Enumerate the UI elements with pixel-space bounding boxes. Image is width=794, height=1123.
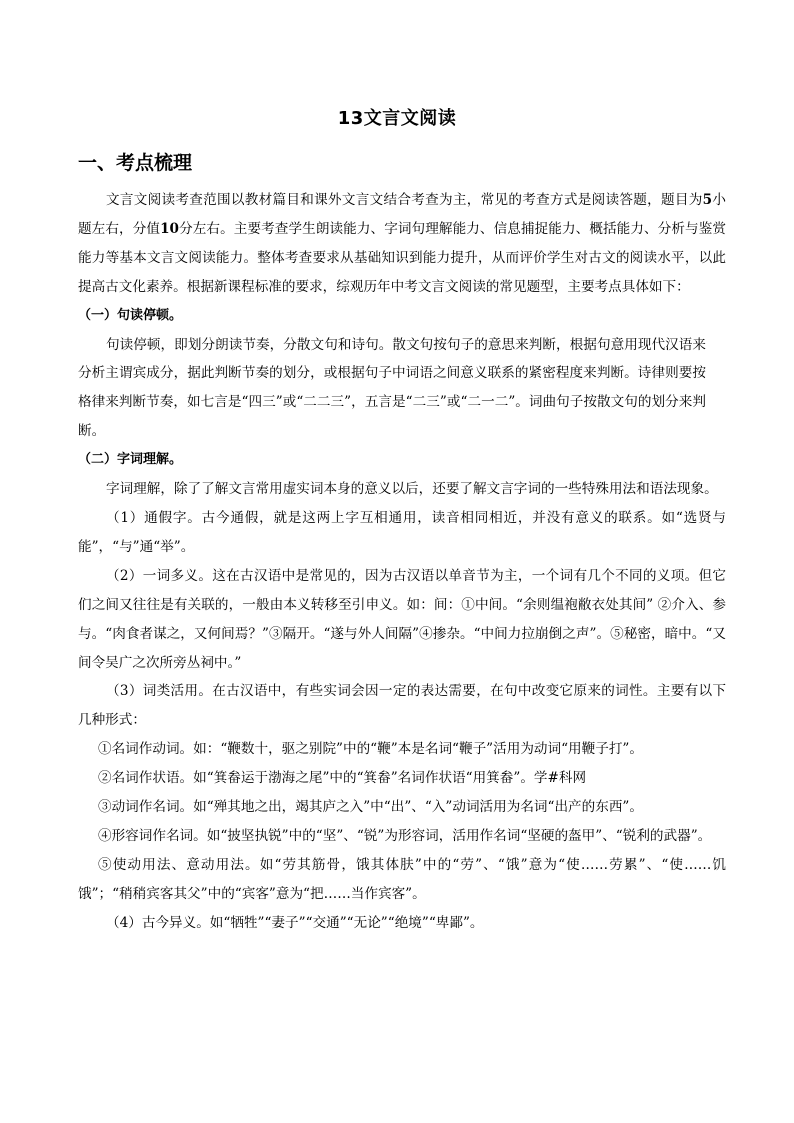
intro-score: 10	[160, 220, 179, 237]
document-title: 13文言文阅读	[337, 108, 457, 129]
item-gujinyiyi: （4）古今异义。如“牺牲”“妻子”“交通”“无论”“绝境”“卑鄙”。	[106, 914, 484, 931]
item-tongjiazi: （1）通假字。古今通假，就是这两上字互相通用，读音相同相近，并没有意义的联系。如“选贤与能”，“与”通“举”。	[78, 509, 726, 555]
section-heading: 一、考点梳理	[78, 152, 193, 174]
item-cileihuoyong: （3）词类活用。在古汉语中，有些实词会因一定的表达需要，在句中改变它原来的词性。主要有以下几种形式：	[78, 683, 726, 729]
subsection-heading-1: （一）句读停顿。	[78, 307, 183, 323]
form-noun-as-verb: ①名词作动词。如：“鞭数十，驱之别院”中的“鞭”本是名词“鞭子”活用为动词“用鞭子打”。	[98, 741, 643, 758]
document-body	[78, 186, 726, 938]
form-causative-usage: ⑤使动用法、意动用法。如“劳其筋骨，饿其体肤”中的“劳”、“饿”意为“使……劳累”、“使……饥饿”；“稍稍宾客其父”中的“宾客”意为“把……当作宾客”。	[78, 856, 726, 902]
item-yiciduoyi: （2）一词多义。这在古汉语中是常见的，因为古汉语以单音节为主，一个词有几个不同的义项。但它们之间又往往是有关联的，一般由本义转移至引申义。如：间：①中间。“余则缊袍敝衣处其间” ②介入、参与。“肉食者谋之，又何间焉？”③隔开。“遂与外人间隔”④掺杂。“中间力拉崩倒之声”。⑤秘密，暗中。“又间令吴广之次所旁丛祠中。”	[78, 567, 726, 671]
subsection-1-text: 句读停顿，即划分朗读节奏，分散文句和诗句。散文句按句子的意思来判断，根据句意用现代汉语来分析主谓宾成分，据此判断节奏的划分，或根据句子中词语之间意义联系的紧密程度来判断。诗律则要按格律来判断节奏，如七言是“四三”或“二二三”，五言是“二三”或“二一二”。词曲句子按散文句的划分来判断。	[78, 336, 706, 440]
intro-text-1: 文言文阅读考查范围以教材篇目和课外文言文结合考查为主，常见的考查方式是阅读答题，题目为	[106, 192, 703, 208]
subsection-heading-2: （二）字词理解。	[78, 452, 183, 468]
subsection-2-intro: 字词理解，除了了解文言常用虚实词本身的意义以后，还要了解文言字词的一些特殊用法和语法现象。	[106, 481, 718, 498]
intro-question-count: 5	[702, 192, 713, 208]
form-verb-as-noun: ③动词作名词。如“殚其地之出，竭其庐之入”中“出”、“入”动词活用为名词“出产的东西”。	[98, 799, 643, 816]
intro-paragraph	[78, 186, 726, 302]
form-noun-as-adverbial: ②名词作状语。如“箕畚运于渤海之尾”中的“箕畚”名词作状语“用箕畚”。学#科网	[98, 770, 587, 787]
intro-text-2: 小题左右，分值	[78, 192, 727, 237]
form-adj-as-noun: ④形容词作名词。如“披坚执锐”中的“坚”、“锐”为形容词，活用作名词“坚硬的盔甲”、“锐利的武器”。	[98, 827, 712, 844]
intro-text-3: 分左右。主要考查学生朗读能力、字词句理解能力、信息捕捉能力、概括能力、分析与鉴赏能力等基本文言文阅读能力。整体考查要求从基础知识到能力提升，从而评价学生对古文的阅读水平，以此提高古文化素养。根据新课程标准的要求，综观历年中考文言文阅读的常见题型，主要考点具体如下：	[78, 220, 727, 295]
